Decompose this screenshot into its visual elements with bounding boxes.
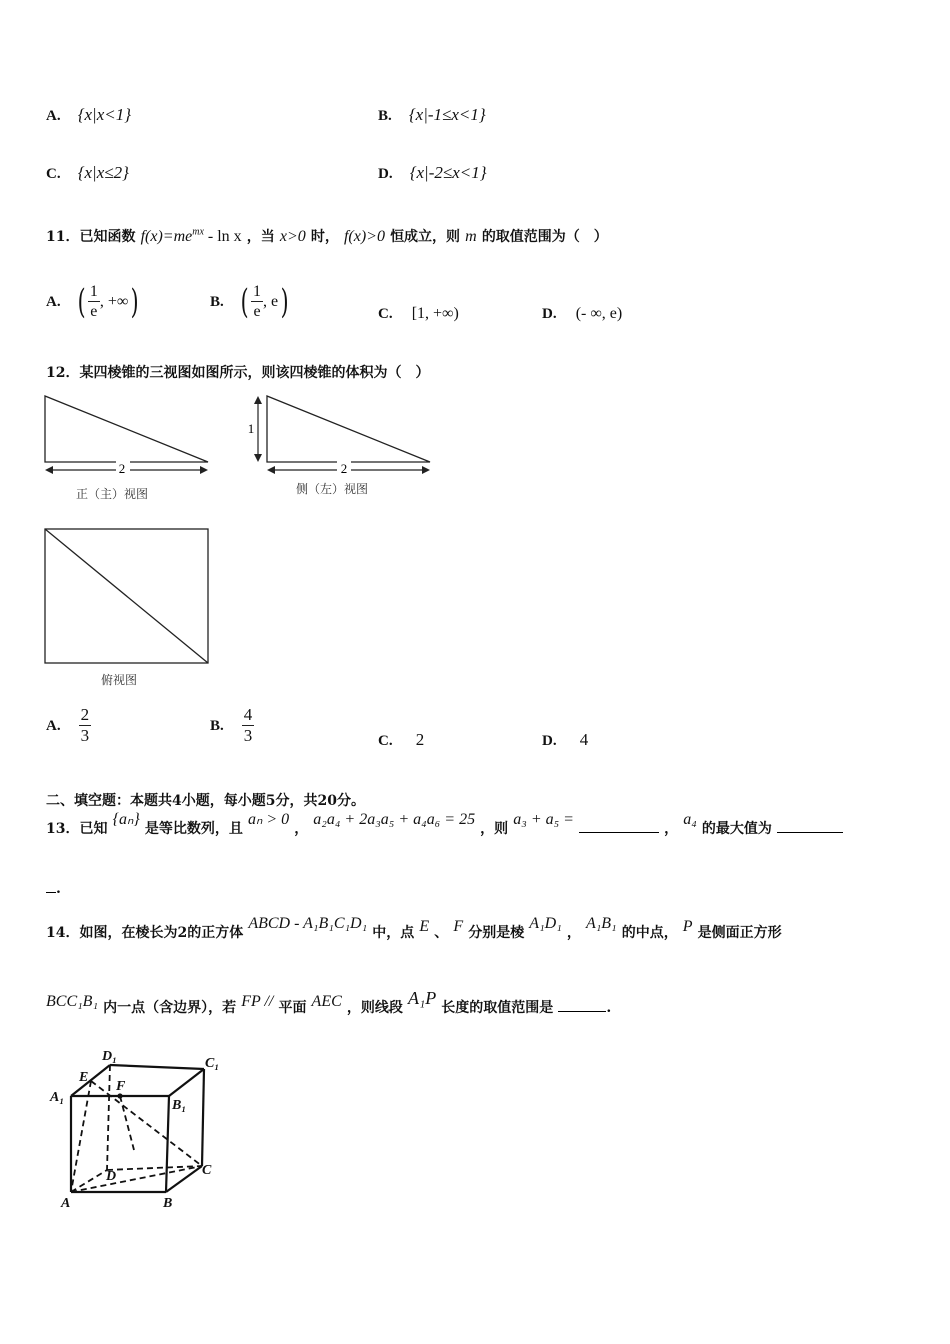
side-height-label: 1 xyxy=(247,421,255,436)
section-heading: 二、填空题：本题共4小题，每小题5分，共20分。 xyxy=(46,793,365,809)
option-label: C. xyxy=(46,166,61,182)
q13-text: ， xyxy=(294,821,309,837)
cube-label-c1: C₁ xyxy=(205,1056,220,1071)
q12-option-a xyxy=(46,706,91,746)
cube-label-d1: D₁ xyxy=(102,1049,117,1064)
option-value: {x|-2≤x<1} xyxy=(409,163,487,182)
option-value: , e xyxy=(263,293,279,310)
q11-text: 时， xyxy=(310,229,339,245)
q12-option-c xyxy=(378,730,424,750)
q11-option-c xyxy=(378,303,459,323)
answer-blank[interactable] xyxy=(558,997,606,1012)
q12-stem: 12．某四棱锥的三视图如图所示，则该四棱锥的体积为（ ） xyxy=(46,365,430,381)
front-dim-label: 2 xyxy=(118,461,126,474)
q11-text: 恒成立，则 xyxy=(390,229,461,245)
q14-end: . xyxy=(606,1000,612,1016)
q13-number: 13．已知 xyxy=(46,821,108,837)
q14-text: ，则线段 xyxy=(346,1000,403,1016)
option-value: [1, +∞) xyxy=(411,305,459,322)
q13-sequence: {aₙ} xyxy=(112,811,140,828)
q11-text: ，当 xyxy=(246,229,275,245)
option-label: B. xyxy=(378,108,392,124)
q11-variable: m xyxy=(465,228,477,245)
answer-blank[interactable] xyxy=(46,878,56,893)
q14-text: 是侧面正方形 xyxy=(697,925,782,941)
q14-text: 分别是棱 xyxy=(468,925,525,941)
answer-blank[interactable] xyxy=(777,818,843,833)
q13-text: 是等比数列，且 xyxy=(144,821,243,837)
q11-inequality: f(x)>0 xyxy=(343,228,385,245)
option-value: {x|x≤2} xyxy=(77,163,129,182)
q13-text: ， xyxy=(664,821,679,837)
q10-option-d xyxy=(378,163,487,183)
q14-edge: A₁D₁ xyxy=(529,915,562,932)
side-dim-label: 2 xyxy=(340,461,348,474)
q14-text: 的中点， xyxy=(621,925,678,941)
top-view-diagram xyxy=(40,524,215,669)
cube-label-f: F xyxy=(116,1079,126,1094)
q14-text: ， xyxy=(566,925,581,941)
q14-face: BCC₁B₁ xyxy=(46,993,99,1010)
option-value: (- ∞, e) xyxy=(575,305,623,322)
q11-option-a: A. ( $\frac{1}{e}$ , +∞ ) xyxy=(46,282,139,322)
front-view-caption: 正（主）视图 xyxy=(76,487,149,501)
option-label: D. xyxy=(378,166,393,182)
q11-stem xyxy=(46,226,608,246)
cube-label-d: D xyxy=(106,1169,117,1184)
cube-label-c: C xyxy=(202,1163,212,1178)
option-value: {x|x<1} xyxy=(77,105,132,124)
q14-text: 平面 xyxy=(278,1000,307,1016)
side-view-caption: 侧（左）视图 xyxy=(296,482,369,496)
q14-text: 长度的取值范围是 xyxy=(441,1000,554,1016)
q14-point-e: E xyxy=(419,918,430,935)
answer-blank[interactable] xyxy=(579,818,659,833)
q14-text: 、 xyxy=(434,925,449,941)
option-label: D. xyxy=(542,733,557,749)
q14-number: 14．如图，在棱长为2的正方体 xyxy=(46,925,244,941)
q11-option-d xyxy=(542,303,622,323)
q14-point-f: F xyxy=(453,918,464,935)
option-label: A. xyxy=(46,717,61,734)
option-label: D. xyxy=(542,306,557,322)
fraction: $\frac{4}{3}$ xyxy=(243,705,253,745)
top-view-caption: 俯视图 xyxy=(101,673,138,687)
q14-edge: A₁B₁ xyxy=(585,915,617,932)
q14-stem-line1 xyxy=(46,915,782,942)
q12-option-b xyxy=(210,706,254,746)
q13-text: 的最大值为 xyxy=(701,821,772,837)
option-value: 2 xyxy=(415,730,425,749)
option-label: B. xyxy=(210,293,224,310)
q11-option-b: B. ( $\frac{1}{e}$ , e ) xyxy=(210,282,289,322)
cube-label-e: E xyxy=(79,1070,89,1085)
fraction: $\frac{2}{3}$ xyxy=(80,705,90,745)
q13-stem xyxy=(46,811,843,838)
option-label: A. xyxy=(46,293,61,310)
q13-condition: aₙ > 0 xyxy=(247,811,290,828)
q14-solid: ABCD - A₁B₁C₁D₁ xyxy=(248,915,368,932)
front-view-diagram xyxy=(40,392,220,474)
q10-option-c xyxy=(46,163,129,183)
q13-expression: a₃ + a₅ = xyxy=(513,811,574,828)
q14-point-p: P xyxy=(682,918,693,935)
q13-variable: a₄ xyxy=(683,811,697,828)
q13-continuation xyxy=(46,878,61,897)
option-label: B. xyxy=(210,717,224,734)
option-label: A. xyxy=(46,108,61,124)
q13-end: . xyxy=(56,881,61,897)
q11-text: 的取值范围为（ ） xyxy=(481,229,608,245)
q10-option-b xyxy=(378,105,486,125)
option-label: C. xyxy=(378,306,393,322)
q11-condition: x>0 xyxy=(279,228,306,245)
q14-stem-line2 xyxy=(46,988,612,1017)
fraction: $\frac{1}{e}$ xyxy=(89,283,98,320)
q14-text: 内一点（含边界），若 xyxy=(103,1000,237,1016)
side-view-diagram xyxy=(245,392,435,474)
option-value: {x|-1≤x<1} xyxy=(408,105,486,124)
option-value: 4 xyxy=(579,730,589,749)
cube-diagram xyxy=(44,1044,234,1219)
option-label: C. xyxy=(378,733,393,749)
q13-text: ，则 xyxy=(480,821,509,837)
q14-text: 中，点 xyxy=(372,925,415,941)
q10-option-a xyxy=(46,105,131,125)
option-value: , +∞ xyxy=(99,293,129,310)
q13-equation: a₂a₄ + 2a₃a₅ + a₄a₆ = 25 xyxy=(313,811,476,828)
cube-label-a: A xyxy=(61,1196,71,1211)
q11-function: $f(x)=me^{mx} - \ln x$ xyxy=(140,226,242,245)
q12-option-d xyxy=(542,730,588,750)
q11-number: 11．已知函数 xyxy=(46,229,136,245)
fraction: $\frac{1}{e}$ xyxy=(253,283,262,320)
q14-plane: AEC xyxy=(311,993,342,1010)
cube-label-a1: A₁ xyxy=(50,1090,65,1105)
cube-label-b: B xyxy=(163,1196,173,1211)
q14-segment: A₁P xyxy=(407,988,437,1008)
q14-parallel: FP // xyxy=(241,993,274,1010)
cube-label-b1: B₁ xyxy=(172,1098,187,1113)
